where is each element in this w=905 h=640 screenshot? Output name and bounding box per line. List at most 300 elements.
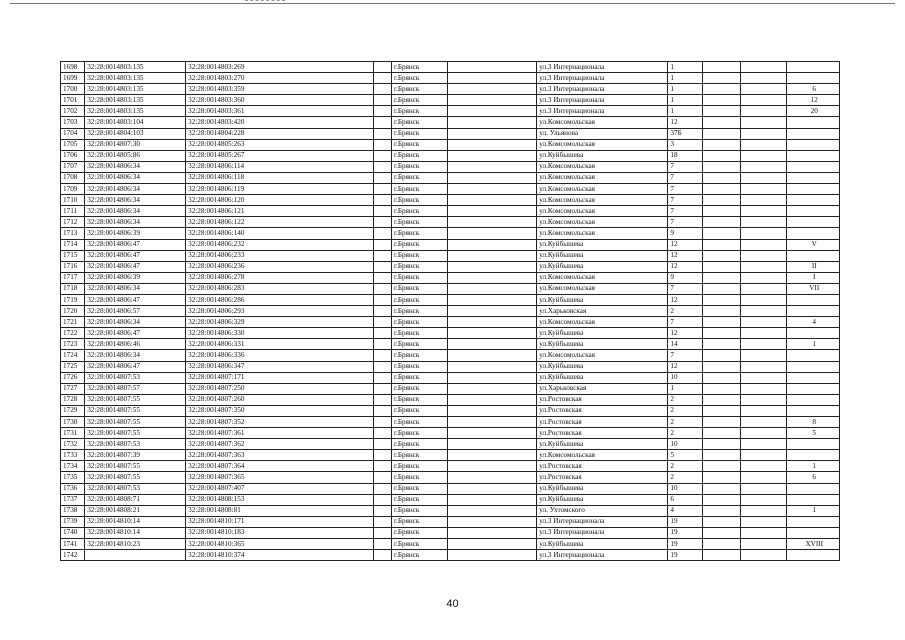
cell-cadastral-quarter: 32:28:0014806:57 bbox=[85, 306, 186, 317]
cell-empty bbox=[448, 150, 537, 161]
cell-flat-number: I bbox=[787, 272, 840, 283]
cell-cadastral-number: 32:28:0014806:120 bbox=[186, 195, 374, 206]
cell-cadastral-quarter: 32:28:0014806:46 bbox=[85, 339, 186, 350]
cell-cadastral-quarter: 32:28:0014808:71 bbox=[85, 494, 186, 505]
cell-empty bbox=[448, 494, 537, 505]
cell-empty bbox=[702, 317, 740, 328]
cell-city: г.Брянск bbox=[391, 539, 448, 550]
cell-empty bbox=[373, 361, 391, 372]
cell-row-number: 1711 bbox=[61, 206, 85, 217]
table-row bbox=[61, 250, 840, 261]
cell-street: ул.3 Интернационала bbox=[537, 550, 668, 561]
cell-empty bbox=[741, 306, 787, 317]
cell-empty bbox=[373, 350, 391, 361]
cell-cadastral-quarter: 32:28:0014810:23 bbox=[85, 539, 186, 550]
cell-empty bbox=[702, 472, 740, 483]
cell-empty bbox=[448, 62, 537, 73]
cell-empty bbox=[448, 361, 537, 372]
cell-city: г.Брянск bbox=[391, 339, 448, 350]
cell-row-number: 1705 bbox=[61, 139, 85, 150]
cell-empty bbox=[741, 494, 787, 505]
cell-empty bbox=[373, 294, 391, 305]
cell-cadastral-quarter: 32:28:0014806:34 bbox=[85, 317, 186, 328]
cell-cadastral-quarter: 32:28:0014806:34 bbox=[85, 217, 186, 228]
cell-empty bbox=[448, 228, 537, 239]
cell-empty bbox=[702, 294, 740, 305]
cell-cadastral-number: 32:28:0014807:171 bbox=[186, 372, 374, 383]
cell-city: г.Брянск bbox=[391, 106, 448, 117]
cell-city: г.Брянск bbox=[391, 372, 448, 383]
cell-cadastral-quarter: 32:28:0014807:39 bbox=[85, 450, 186, 461]
cell-city: г.Брянск bbox=[391, 527, 448, 538]
cell-empty bbox=[373, 95, 391, 106]
cell-house-number: 19 bbox=[668, 527, 702, 538]
cell-empty bbox=[448, 383, 537, 394]
cell-cadastral-quarter: 32:28:0014807:55 bbox=[85, 405, 186, 416]
cell-house-number: 19 bbox=[668, 550, 702, 561]
table-row bbox=[61, 294, 840, 305]
cell-empty bbox=[373, 483, 391, 494]
cell-cadastral-number: 32:28:0014810:183 bbox=[186, 527, 374, 538]
cell-empty bbox=[448, 428, 537, 439]
cell-street: ул.Куйбышева bbox=[537, 261, 668, 272]
cell-empty bbox=[448, 128, 537, 139]
cell-city: г.Брянск bbox=[391, 272, 448, 283]
cell-empty bbox=[741, 228, 787, 239]
cell-row-number: 1740 bbox=[61, 527, 85, 538]
cell-cadastral-quarter: 32:28:0014803:135 bbox=[85, 73, 186, 84]
cell-cadastral-quarter: 32:28:0014806:47 bbox=[85, 250, 186, 261]
cell-row-number: 1728 bbox=[61, 394, 85, 405]
cell-flat-number bbox=[787, 73, 840, 84]
table-row bbox=[61, 239, 840, 250]
cell-empty bbox=[702, 350, 740, 361]
table-row bbox=[61, 550, 840, 561]
cell-street: ул.Харьковская bbox=[537, 383, 668, 394]
cell-city: г.Брянск bbox=[391, 161, 448, 172]
cell-street: ул.Комсомольская bbox=[537, 272, 668, 283]
cell-flat-number: 8 bbox=[787, 417, 840, 428]
table-row bbox=[61, 62, 840, 73]
cell-empty bbox=[741, 272, 787, 283]
table-row bbox=[61, 350, 840, 361]
cell-row-number: 1718 bbox=[61, 283, 85, 294]
cell-row-number: 1698 bbox=[61, 62, 85, 73]
cell-empty bbox=[741, 73, 787, 84]
cell-empty bbox=[702, 95, 740, 106]
cell-street: ул.Комсомольская bbox=[537, 450, 668, 461]
register-rows bbox=[61, 62, 840, 561]
cell-flat-number bbox=[787, 117, 840, 128]
cell-empty bbox=[448, 394, 537, 405]
cell-city: г.Брянск bbox=[391, 150, 448, 161]
cell-cadastral-number: 32:28:0014806:347 bbox=[186, 361, 374, 372]
cell-empty bbox=[373, 450, 391, 461]
cell-house-number: 12 bbox=[668, 294, 702, 305]
cell-house-number: 2 bbox=[668, 428, 702, 439]
cell-house-number: 19 bbox=[668, 539, 702, 550]
table-row bbox=[61, 195, 840, 206]
cell-house-number: 7 bbox=[668, 195, 702, 206]
cell-empty bbox=[448, 550, 537, 561]
cell-house-number: 2 bbox=[668, 306, 702, 317]
cell-row-number: 1732 bbox=[61, 439, 85, 450]
cell-city: г.Брянск bbox=[391, 217, 448, 228]
cell-city: г.Брянск bbox=[391, 550, 448, 561]
cell-row-number: 1726 bbox=[61, 372, 85, 383]
cell-city: г.Брянск bbox=[391, 483, 448, 494]
cell-empty bbox=[448, 261, 537, 272]
cell-empty bbox=[741, 294, 787, 305]
cell-cadastral-number: 32:28:0014806:233 bbox=[186, 250, 374, 261]
cell-empty bbox=[373, 461, 391, 472]
cell-row-number: 1701 bbox=[61, 95, 85, 106]
cell-cadastral-number: 32:28:0014806:331 bbox=[186, 339, 374, 350]
cell-cadastral-number: 32:28:0014806:118 bbox=[186, 172, 374, 183]
cell-house-number: 37Б bbox=[668, 128, 702, 139]
cell-cadastral-number: 32:28:0014806:283 bbox=[186, 283, 374, 294]
page-number: 40 bbox=[446, 598, 459, 610]
cell-cadastral-number: 32:28:0014803:360 bbox=[186, 95, 374, 106]
cell-empty bbox=[702, 195, 740, 206]
cell-street: ул.3 Интернационала bbox=[537, 95, 668, 106]
cell-city: г.Брянск bbox=[391, 294, 448, 305]
cell-cadastral-number: 32:28:0014806:286 bbox=[186, 294, 374, 305]
cell-empty bbox=[373, 439, 391, 450]
table-row bbox=[61, 328, 840, 339]
cell-empty bbox=[741, 350, 787, 361]
cell-empty bbox=[448, 73, 537, 84]
cell-cadastral-quarter: 32:28:0014805:86 bbox=[85, 150, 186, 161]
cell-empty bbox=[702, 361, 740, 372]
cell-flat-number: 1 bbox=[787, 339, 840, 350]
cell-empty bbox=[741, 206, 787, 217]
cell-empty bbox=[702, 217, 740, 228]
cell-flat-number bbox=[787, 361, 840, 372]
cell-street: ул.Куйбышева bbox=[537, 372, 668, 383]
cell-cadastral-number: 32:28:0014803:361 bbox=[186, 106, 374, 117]
cell-empty bbox=[373, 150, 391, 161]
cell-street: ул.Комсомольская bbox=[537, 317, 668, 328]
cell-cadastral-quarter: 32:28:0014810:14 bbox=[85, 527, 186, 538]
cell-house-number: 4 bbox=[668, 505, 702, 516]
cell-empty bbox=[448, 217, 537, 228]
cell-street: ул.Куйбышева bbox=[537, 361, 668, 372]
cell-empty bbox=[448, 527, 537, 538]
cell-empty bbox=[702, 161, 740, 172]
cell-cadastral-number: 32:28:0014808:153 bbox=[186, 494, 374, 505]
cell-empty bbox=[448, 317, 537, 328]
cell-cadastral-number: 32:28:0014810:374 bbox=[186, 550, 374, 561]
cell-cadastral-quarter: 32:28:0014807:55 bbox=[85, 472, 186, 483]
cell-house-number: 12 bbox=[668, 361, 702, 372]
cell-cadastral-quarter: 32:28:0014806:39 bbox=[85, 272, 186, 283]
cell-city: г.Брянск bbox=[391, 428, 448, 439]
cell-flat-number bbox=[787, 128, 840, 139]
cell-empty bbox=[373, 250, 391, 261]
cell-empty bbox=[448, 239, 537, 250]
cell-empty bbox=[373, 73, 391, 84]
table-row bbox=[61, 184, 840, 195]
table-row bbox=[61, 361, 840, 372]
cell-street: ул.Комсомольская bbox=[537, 195, 668, 206]
cell-cadastral-number: 32:28:0014807:363 bbox=[186, 450, 374, 461]
cell-empty bbox=[741, 483, 787, 494]
cell-flat-number bbox=[787, 483, 840, 494]
cell-street: ул.3 Интернационала bbox=[537, 527, 668, 538]
cell-street: ул.Комсомольская bbox=[537, 139, 668, 150]
cell-empty bbox=[373, 172, 391, 183]
cell-house-number: 1 bbox=[668, 73, 702, 84]
cell-cadastral-number: 32:28:0014807:250 bbox=[186, 383, 374, 394]
cell-cadastral-number: 32:28:0014808:81 bbox=[186, 505, 374, 516]
cell-flat-number bbox=[787, 306, 840, 317]
table-row bbox=[61, 383, 840, 394]
cell-empty bbox=[702, 328, 740, 339]
cell-city: г.Брянск bbox=[391, 95, 448, 106]
cell-cadastral-number: 32:28:0014807:260 bbox=[186, 394, 374, 405]
cell-empty bbox=[702, 439, 740, 450]
cell-street: ул.Ростовская bbox=[537, 472, 668, 483]
cell-flat-number bbox=[787, 328, 840, 339]
cell-house-number: 18 bbox=[668, 150, 702, 161]
cell-street: ул.Комсомольская bbox=[537, 184, 668, 195]
table-row bbox=[61, 95, 840, 106]
cell-empty bbox=[702, 383, 740, 394]
cell-city: г.Брянск bbox=[391, 206, 448, 217]
cell-empty bbox=[448, 516, 537, 527]
cell-row-number: 1723 bbox=[61, 339, 85, 350]
cell-flat-number bbox=[787, 161, 840, 172]
cell-house-number: 12 bbox=[668, 328, 702, 339]
cell-city: г.Брянск bbox=[391, 417, 448, 428]
table-row bbox=[61, 73, 840, 84]
table-row bbox=[61, 394, 840, 405]
cell-empty bbox=[702, 84, 740, 95]
cell-row-number: 1713 bbox=[61, 228, 85, 239]
cell-cadastral-number: 32:28:0014806:119 bbox=[186, 184, 374, 195]
cell-house-number: 10 bbox=[668, 439, 702, 450]
table-row bbox=[61, 172, 840, 183]
cell-city: г.Брянск bbox=[391, 505, 448, 516]
cell-empty bbox=[448, 172, 537, 183]
cell-street: ул.Комсомольская bbox=[537, 172, 668, 183]
cell-empty bbox=[702, 516, 740, 527]
cell-empty bbox=[373, 472, 391, 483]
cell-row-number: 1702 bbox=[61, 106, 85, 117]
cell-city: г.Брянск bbox=[391, 195, 448, 206]
cell-empty bbox=[448, 505, 537, 516]
cell-city: г.Брянск bbox=[391, 450, 448, 461]
cell-empty bbox=[448, 539, 537, 550]
cell-empty bbox=[702, 527, 740, 538]
cell-flat-number bbox=[787, 206, 840, 217]
cell-empty bbox=[448, 184, 537, 195]
cell-empty bbox=[373, 306, 391, 317]
cell-empty bbox=[741, 505, 787, 516]
cell-empty bbox=[373, 84, 391, 95]
cell-cadastral-quarter: 32:28:0014807:53 bbox=[85, 372, 186, 383]
cell-street: ул.Куйбышева bbox=[537, 328, 668, 339]
cell-flat-number: II bbox=[787, 261, 840, 272]
cell-city: г.Брянск bbox=[391, 228, 448, 239]
table-row bbox=[61, 372, 840, 383]
table-row bbox=[61, 228, 840, 239]
cell-empty bbox=[448, 117, 537, 128]
cell-empty bbox=[741, 217, 787, 228]
cell-row-number: 1712 bbox=[61, 217, 85, 228]
cell-flat-number: 12 bbox=[787, 95, 840, 106]
cell-house-number: 5 bbox=[668, 450, 702, 461]
cell-house-number: 7 bbox=[668, 172, 702, 183]
cell-empty bbox=[702, 461, 740, 472]
cell-empty bbox=[448, 405, 537, 416]
cell-flat-number: 6 bbox=[787, 472, 840, 483]
cell-city: г.Брянск bbox=[391, 494, 448, 505]
cell-empty bbox=[448, 139, 537, 150]
table-row bbox=[61, 84, 840, 95]
cell-empty bbox=[448, 206, 537, 217]
cell-flat-number bbox=[787, 150, 840, 161]
cell-house-number: 7 bbox=[668, 350, 702, 361]
cell-empty bbox=[702, 417, 740, 428]
cell-cadastral-quarter: 32:28:0014807:53 bbox=[85, 483, 186, 494]
cell-cadastral-number: 32:28:0014803:420 bbox=[186, 117, 374, 128]
cell-empty bbox=[448, 461, 537, 472]
cell-empty bbox=[741, 405, 787, 416]
cell-empty bbox=[702, 172, 740, 183]
cell-row-number: 1725 bbox=[61, 361, 85, 372]
cell-cadastral-quarter: 32:28:0014807:55 bbox=[85, 417, 186, 428]
cell-row-number: 1708 bbox=[61, 172, 85, 183]
cell-street: ул.Ростовская bbox=[537, 417, 668, 428]
table-row bbox=[61, 461, 840, 472]
cell-street: ул.Комсомольская bbox=[537, 217, 668, 228]
cell-empty bbox=[741, 550, 787, 561]
cell-house-number: 2 bbox=[668, 461, 702, 472]
table-row bbox=[61, 450, 840, 461]
cell-cadastral-quarter: 32:28:0014803:135 bbox=[85, 106, 186, 117]
cell-row-number: 1731 bbox=[61, 428, 85, 439]
cell-house-number: 10 bbox=[668, 483, 702, 494]
cell-row-number: 1714 bbox=[61, 239, 85, 250]
cell-flat-number bbox=[787, 294, 840, 305]
table-row bbox=[61, 339, 840, 350]
cell-street: ул.3 Интернационала bbox=[537, 516, 668, 527]
cell-empty bbox=[702, 128, 740, 139]
cell-street: ул.Куйбышева bbox=[537, 539, 668, 550]
cell-house-number: 12 bbox=[668, 261, 702, 272]
table-row bbox=[61, 317, 840, 328]
cell-empty bbox=[741, 317, 787, 328]
cell-row-number: 1717 bbox=[61, 272, 85, 283]
cell-cadastral-number: 32:28:0014807:365 bbox=[186, 472, 374, 483]
cell-street: ул. Ульянова bbox=[537, 128, 668, 139]
cell-cadastral-quarter: 32:28:0014806:34 bbox=[85, 206, 186, 217]
cell-empty bbox=[702, 428, 740, 439]
table-row bbox=[61, 494, 840, 505]
cell-city: г.Брянск bbox=[391, 317, 448, 328]
cell-cadastral-quarter: 32:28:0014806:39 bbox=[85, 228, 186, 239]
cell-city: г.Брянск bbox=[391, 128, 448, 139]
cell-city: г.Брянск bbox=[391, 461, 448, 472]
cell-empty bbox=[448, 84, 537, 95]
cell-flat-number: 5 bbox=[787, 428, 840, 439]
cell-empty bbox=[741, 439, 787, 450]
cell-city: г.Брянск bbox=[391, 184, 448, 195]
cell-empty bbox=[448, 106, 537, 117]
cell-empty bbox=[373, 339, 391, 350]
cell-cadastral-number: 32:28:0014806:121 bbox=[186, 206, 374, 217]
cell-street: ул.Куйбышева bbox=[537, 339, 668, 350]
table-row bbox=[61, 117, 840, 128]
table-row bbox=[61, 516, 840, 527]
cell-flat-number: 1 bbox=[787, 505, 840, 516]
cell-street: ул.3 Интернационала bbox=[537, 106, 668, 117]
table-row bbox=[61, 106, 840, 117]
cell-flat-number: 4 bbox=[787, 317, 840, 328]
cell-city: г.Брянск bbox=[391, 172, 448, 183]
cell-flat-number bbox=[787, 372, 840, 383]
cell-flat-number bbox=[787, 550, 840, 561]
cell-empty bbox=[741, 372, 787, 383]
cell-row-number: 1739 bbox=[61, 516, 85, 527]
table-row bbox=[61, 261, 840, 272]
cell-empty bbox=[373, 139, 391, 150]
cell-street: ул.Куйбышева bbox=[537, 250, 668, 261]
cell-flat-number bbox=[787, 172, 840, 183]
cell-empty bbox=[741, 417, 787, 428]
property-register-table bbox=[60, 61, 840, 561]
cell-house-number: 3 bbox=[668, 139, 702, 150]
cell-cadastral-number: 32:28:0014804:228 bbox=[186, 128, 374, 139]
cell-flat-number bbox=[787, 350, 840, 361]
cell-row-number: 1703 bbox=[61, 117, 85, 128]
cell-empty bbox=[373, 161, 391, 172]
cell-empty bbox=[702, 106, 740, 117]
cell-cadastral-quarter: 32:28:0014806:47 bbox=[85, 361, 186, 372]
cell-empty bbox=[702, 228, 740, 239]
cell-cadastral-quarter: 32:28:0014806:47 bbox=[85, 239, 186, 250]
cell-city: г.Брянск bbox=[391, 239, 448, 250]
cell-cadastral-number: 32:28:0014803:270 bbox=[186, 73, 374, 84]
cell-empty bbox=[702, 494, 740, 505]
cell-empty bbox=[373, 494, 391, 505]
cell-street: ул.Куйбышева bbox=[537, 150, 668, 161]
cell-cadastral-quarter: 32:28:0014807:55 bbox=[85, 394, 186, 405]
cell-empty bbox=[373, 195, 391, 206]
cell-row-number: 1734 bbox=[61, 461, 85, 472]
cell-row-number: 1710 bbox=[61, 195, 85, 206]
cell-cadastral-number: 32:28:0014807:361 bbox=[186, 428, 374, 439]
cell-cadastral-number: 32:28:0014806:122 bbox=[186, 217, 374, 228]
table-row bbox=[61, 150, 840, 161]
cell-flat-number bbox=[787, 383, 840, 394]
cell-city: г.Брянск bbox=[391, 62, 448, 73]
cell-row-number: 1715 bbox=[61, 250, 85, 261]
cell-cadastral-quarter: 32:28:0014804:103 bbox=[85, 128, 186, 139]
cell-cadastral-quarter: 32:28:0014808:21 bbox=[85, 505, 186, 516]
cell-empty bbox=[702, 117, 740, 128]
cell-empty bbox=[741, 117, 787, 128]
cell-flat-number bbox=[787, 405, 840, 416]
cell-cadastral-number: 32:28:0014806:114 bbox=[186, 161, 374, 172]
cell-flat-number bbox=[787, 450, 840, 461]
cell-empty bbox=[741, 150, 787, 161]
cell-empty bbox=[373, 272, 391, 283]
cell-cadastral-number: 32:28:0014807:352 bbox=[186, 417, 374, 428]
cell-street: ул. Ухтомского bbox=[537, 505, 668, 516]
